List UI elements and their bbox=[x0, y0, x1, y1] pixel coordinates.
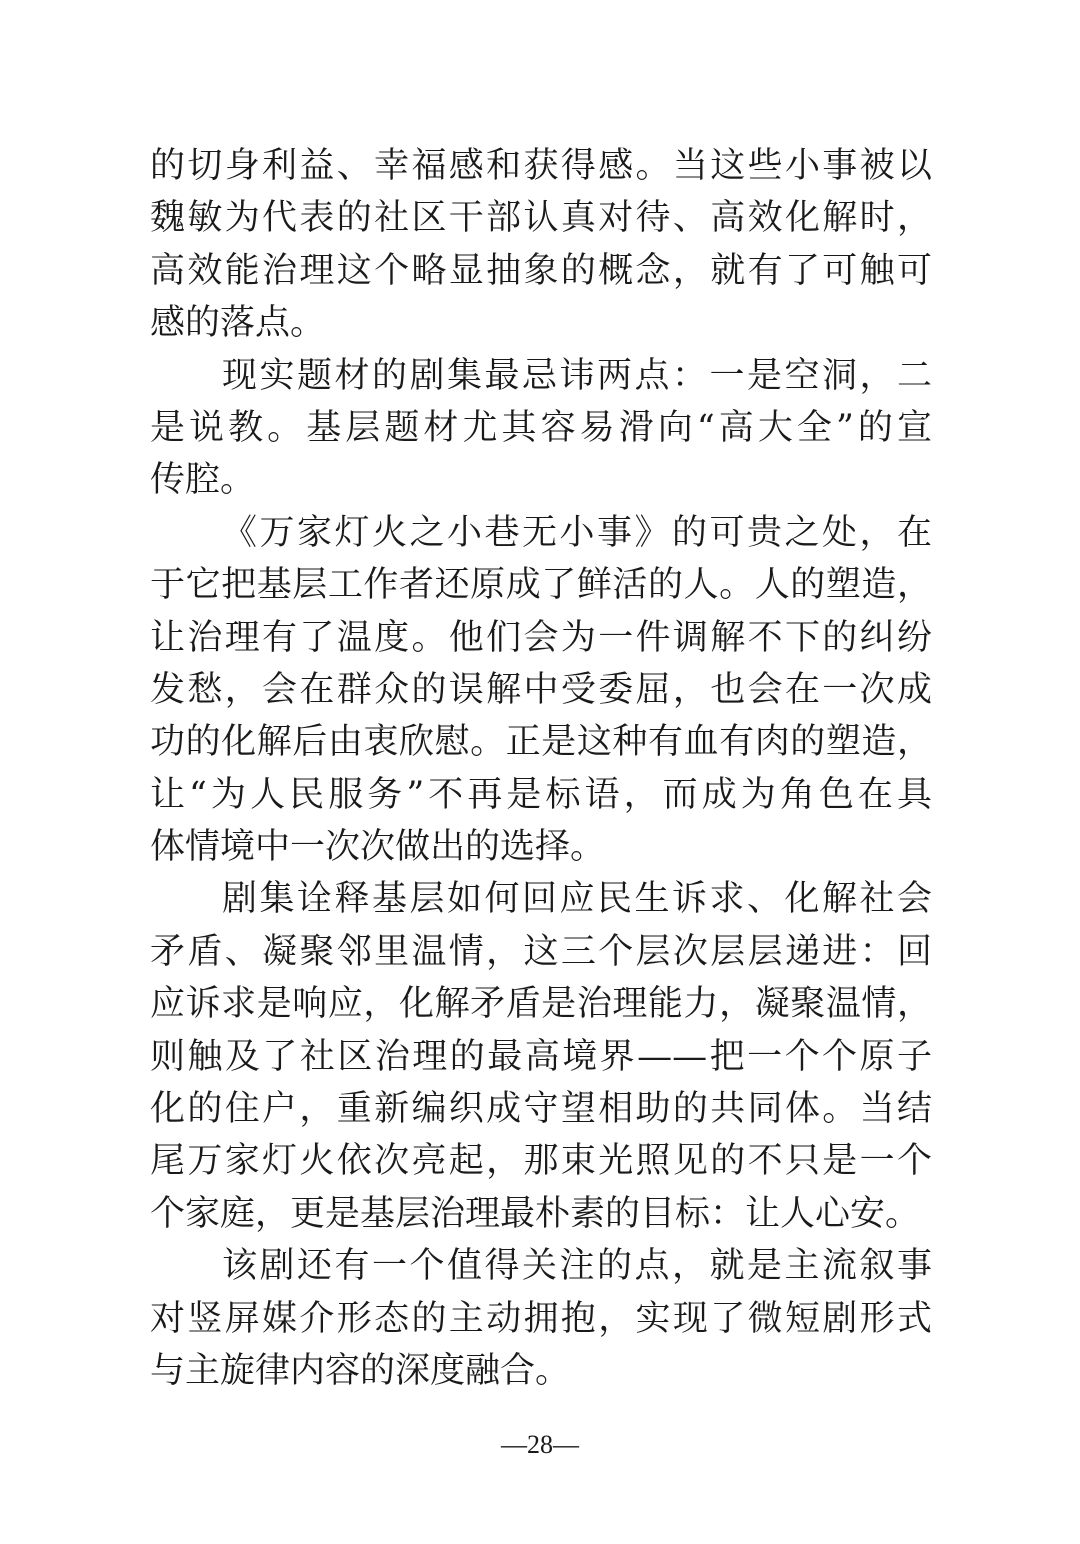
text-line: 对竖屏媒介形态的主动拥抱，实现了微短剧形式 bbox=[150, 1298, 932, 1339]
text-line: 则触及了社区治理的最高境界——把一个个原子 bbox=[150, 1036, 932, 1077]
text-line: 是说教。基层题材尤其容易滑向“高大全”的宣 bbox=[150, 407, 932, 448]
text-line: 剧集诠释基层如何回应民生诉求、化解社会 bbox=[222, 879, 932, 920]
text-line: 功的化解后由衷欣慰。正是这种有血有肉的塑造， bbox=[150, 722, 932, 763]
text-line: 感的落点。 bbox=[150, 303, 326, 344]
text-line: 与主旋律内容的深度融合。 bbox=[150, 1350, 571, 1391]
text-line: 体情境中一次次做出的选择。 bbox=[150, 827, 606, 868]
text-line: 发愁，会在群众的误解中受委屈，也会在一次成 bbox=[150, 669, 932, 710]
text-line: 化的住户，重新编织成守望相助的共同体。当结 bbox=[150, 1089, 932, 1130]
text-line: 现实题材的剧集最忌讳两点：一是空洞，二 bbox=[222, 355, 932, 396]
text-line: 让“为人民服务”不再是标语，而成为角色在具 bbox=[150, 774, 932, 815]
text-line: 《万家灯火之小巷无小事》的可贵之处，在 bbox=[222, 512, 932, 553]
text-line: 魏敏为代表的社区干部认真对待、高效化解时， bbox=[150, 198, 932, 239]
text-line: 高效能治理这个略显抽象的概念，就有了可触可 bbox=[150, 250, 932, 291]
text-line: 的切身利益、幸福感和获得感。当这些小事被以 bbox=[150, 146, 932, 186]
text-line: 应诉求是响应，化解矛盾是治理能力，凝聚温情， bbox=[150, 984, 932, 1025]
text-line: 矛盾、凝聚邻里温情，这三个层次层层递进：回 bbox=[150, 931, 932, 972]
page-number: —28— bbox=[501, 1430, 579, 1459]
body-text bbox=[150, 140, 932, 1397]
text-line: 传腔。 bbox=[150, 460, 256, 501]
text-line: 尾万家灯火依次亮起，那束光照见的不只是一个 bbox=[150, 1141, 932, 1182]
text-line: 个家庭，更是基层治理最朴素的目标：让人心安。 bbox=[150, 1193, 921, 1234]
text-line: 于它把基层工作者还原成了鲜活的人。人的塑造， bbox=[150, 565, 932, 606]
text-line: 让治理有了温度。他们会为一件调解不下的纠纷 bbox=[150, 617, 932, 658]
text-line: 该剧还有一个值得关注的点，就是主流叙事 bbox=[222, 1246, 932, 1287]
